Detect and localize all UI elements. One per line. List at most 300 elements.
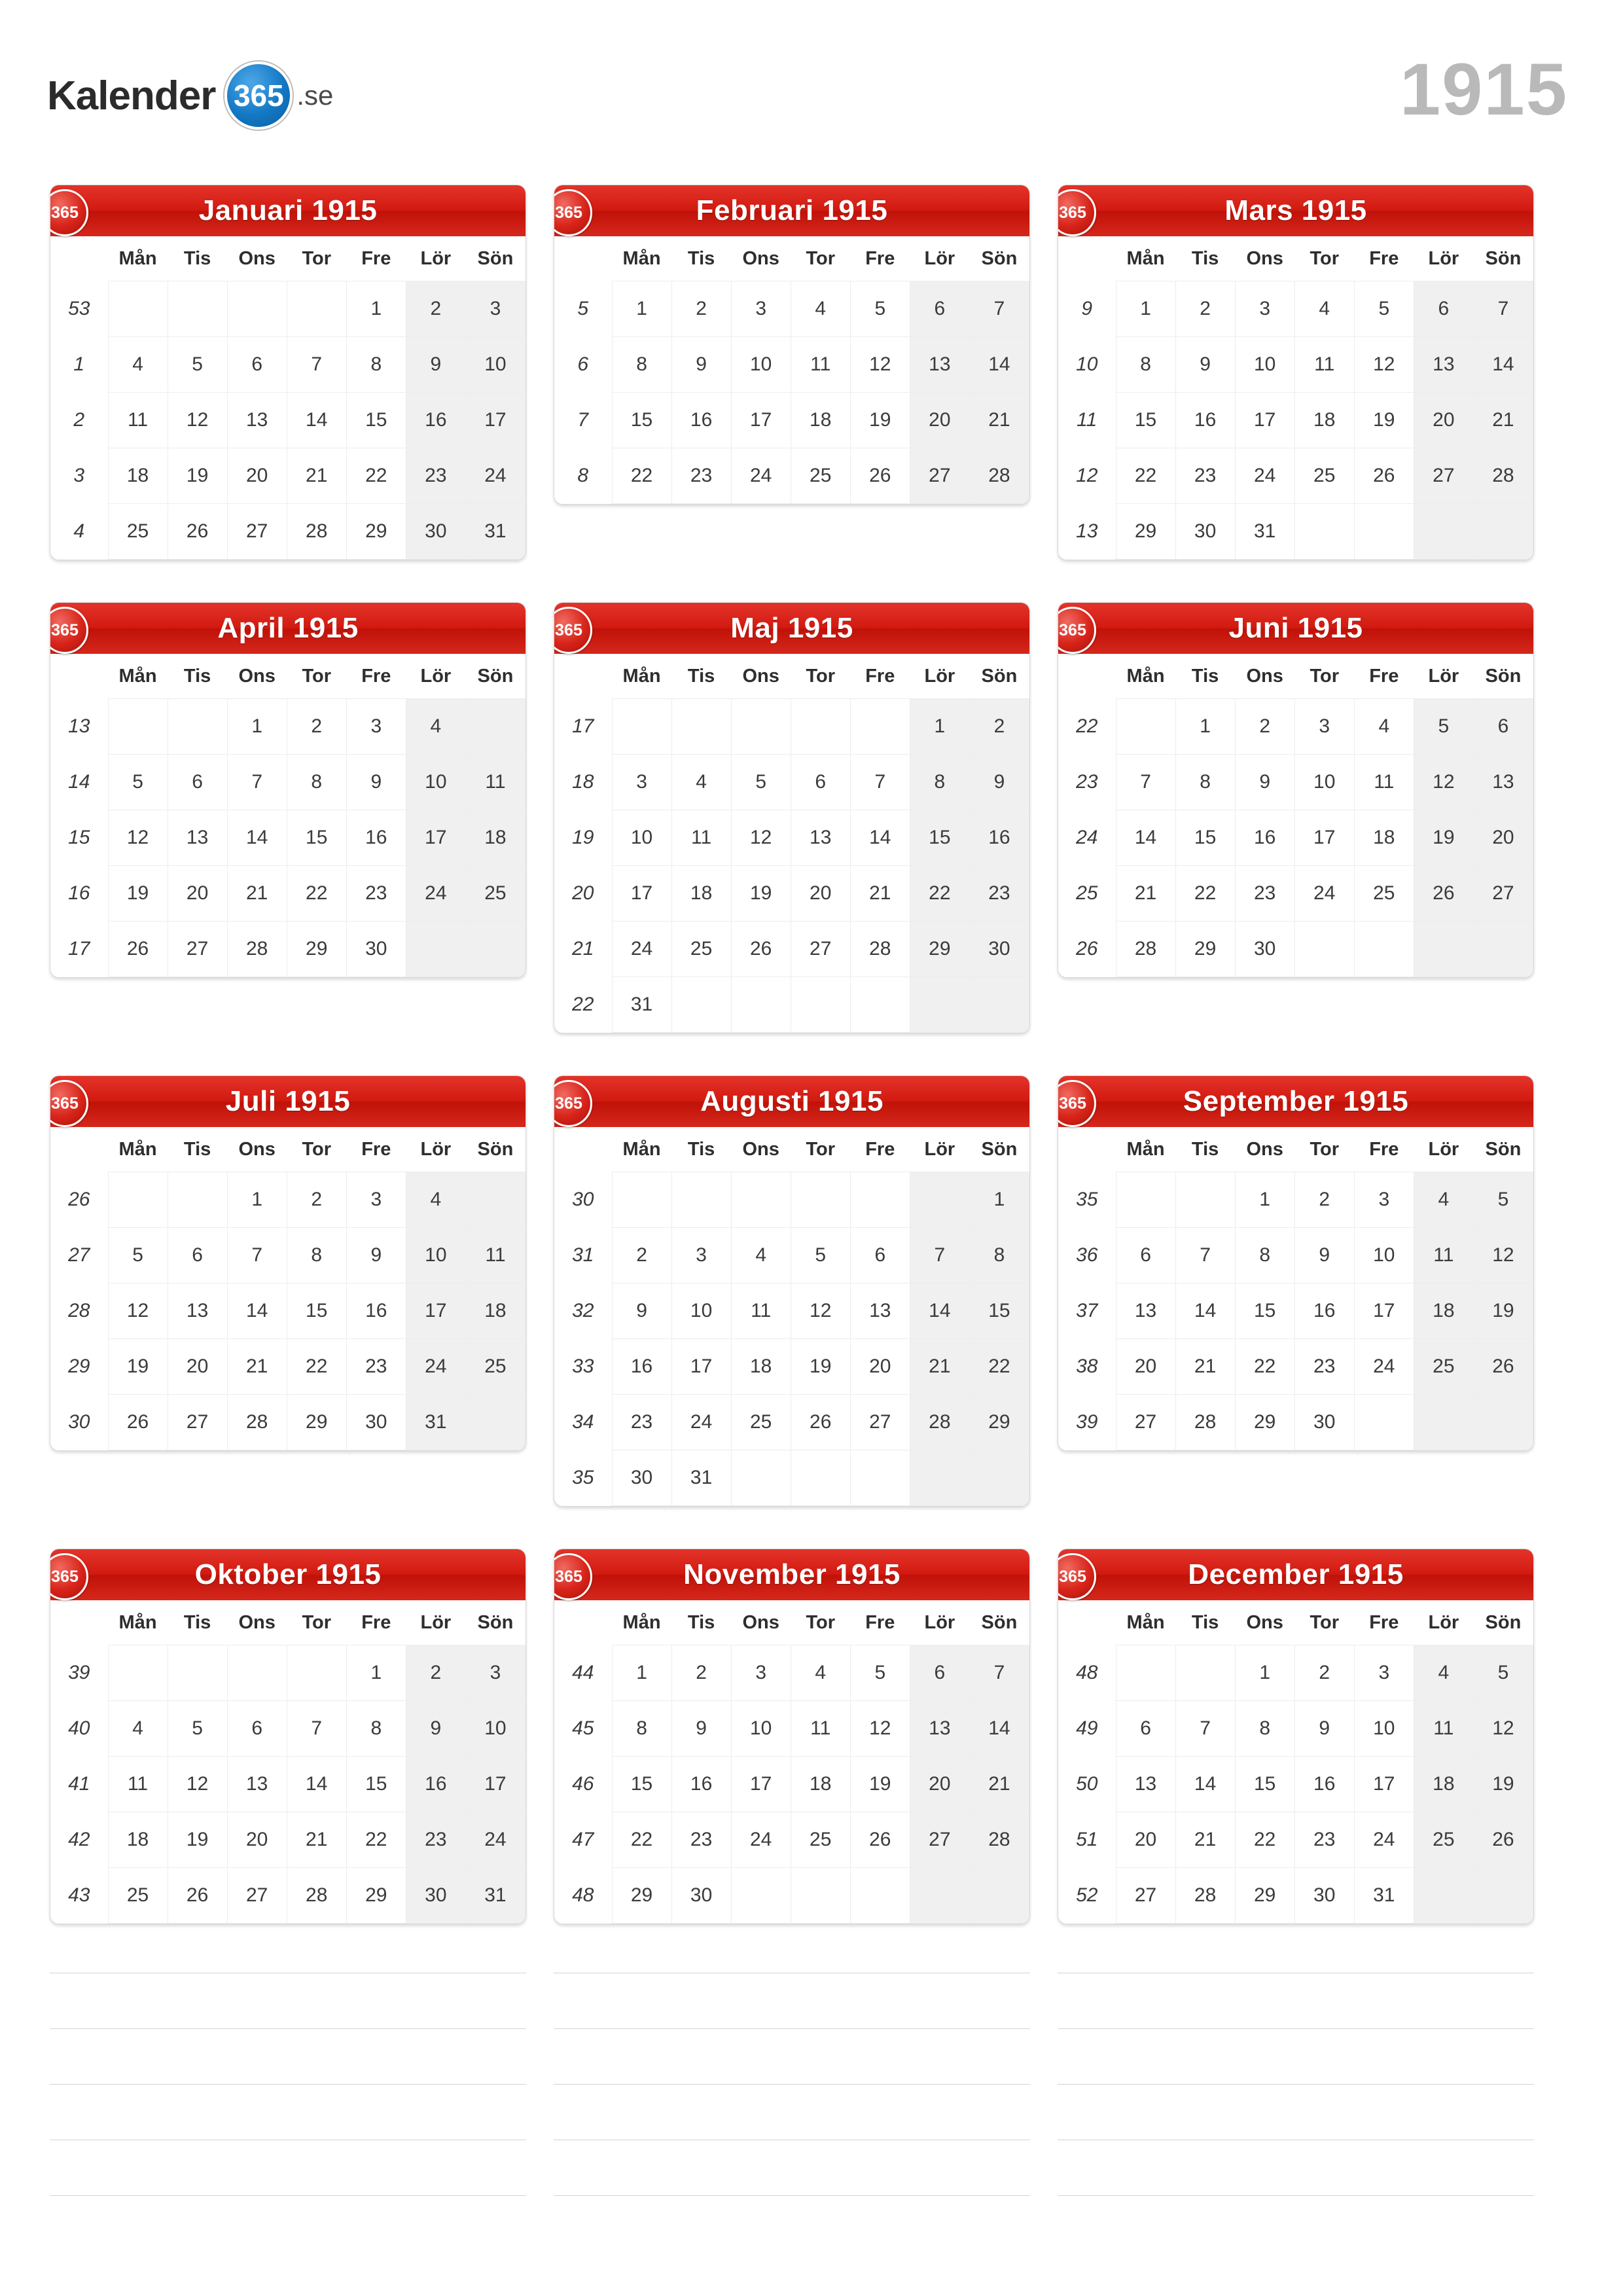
- day-cell[interactable]: 22: [1175, 866, 1235, 922]
- day-cell[interactable]: 10: [1294, 755, 1354, 810]
- day-cell[interactable]: 22: [969, 1339, 1029, 1395]
- day-cell[interactable]: 17: [406, 1283, 465, 1339]
- day-cell[interactable]: 19: [108, 866, 168, 922]
- day-cell[interactable]: 9: [671, 1701, 731, 1757]
- day-cell[interactable]: 23: [406, 1812, 465, 1868]
- day-cell[interactable]: 23: [346, 1339, 406, 1395]
- day-cell[interactable]: 23: [1235, 866, 1294, 922]
- day-cell[interactable]: 3: [1235, 281, 1294, 337]
- day-cell[interactable]: 7: [1175, 1228, 1235, 1283]
- day-cell[interactable]: 30: [1294, 1868, 1354, 1924]
- day-cell[interactable]: 19: [168, 1812, 227, 1868]
- day-cell[interactable]: 11: [108, 393, 168, 448]
- day-cell[interactable]: 11: [791, 337, 850, 393]
- day-cell[interactable]: 16: [406, 393, 465, 448]
- day-cell[interactable]: 17: [406, 810, 465, 866]
- day-cell[interactable]: 2: [406, 281, 465, 337]
- day-cell[interactable]: 30: [969, 922, 1029, 977]
- day-cell[interactable]: 3: [731, 1645, 791, 1701]
- day-cell[interactable]: 22: [287, 1339, 346, 1395]
- day-cell[interactable]: 2: [1294, 1645, 1354, 1701]
- day-cell[interactable]: 19: [1473, 1283, 1533, 1339]
- day-cell[interactable]: 12: [108, 1283, 168, 1339]
- day-cell[interactable]: 29: [1175, 922, 1235, 977]
- day-cell[interactable]: 23: [1175, 448, 1235, 504]
- note-line[interactable]: [1058, 2085, 1534, 2140]
- day-cell[interactable]: 18: [1414, 1283, 1473, 1339]
- day-cell[interactable]: 16: [671, 393, 731, 448]
- day-cell[interactable]: 19: [791, 1339, 850, 1395]
- day-cell[interactable]: 18: [108, 448, 168, 504]
- day-cell[interactable]: 18: [465, 1283, 525, 1339]
- day-cell[interactable]: 24: [612, 922, 671, 977]
- day-cell[interactable]: 19: [108, 1339, 168, 1395]
- day-cell[interactable]: 22: [612, 1812, 671, 1868]
- day-cell[interactable]: 3: [1354, 1645, 1414, 1701]
- day-cell[interactable]: 23: [1294, 1339, 1354, 1395]
- day-cell[interactable]: 16: [346, 1283, 406, 1339]
- day-cell[interactable]: 8: [910, 755, 969, 810]
- day-cell[interactable]: 19: [168, 448, 227, 504]
- note-line[interactable]: [554, 2029, 1030, 2085]
- day-cell[interactable]: 6: [1116, 1228, 1175, 1283]
- day-cell[interactable]: 20: [791, 866, 850, 922]
- day-cell[interactable]: 3: [671, 1228, 731, 1283]
- day-cell[interactable]: 9: [671, 337, 731, 393]
- day-cell[interactable]: 11: [465, 755, 525, 810]
- day-cell[interactable]: 22: [612, 448, 671, 504]
- day-cell[interactable]: 20: [850, 1339, 910, 1395]
- day-cell[interactable]: 12: [1473, 1228, 1533, 1283]
- day-cell[interactable]: 23: [612, 1395, 671, 1450]
- day-cell[interactable]: 20: [910, 1757, 969, 1812]
- note-line[interactable]: [1058, 2029, 1534, 2085]
- day-cell[interactable]: 6: [227, 337, 287, 393]
- day-cell[interactable]: 13: [910, 337, 969, 393]
- day-cell[interactable]: 21: [287, 448, 346, 504]
- day-cell[interactable]: 18: [1414, 1757, 1473, 1812]
- day-cell[interactable]: 23: [1294, 1812, 1354, 1868]
- day-cell[interactable]: 28: [910, 1395, 969, 1450]
- day-cell[interactable]: 4: [108, 1701, 168, 1757]
- day-cell[interactable]: 9: [612, 1283, 671, 1339]
- day-cell[interactable]: 3: [612, 755, 671, 810]
- day-cell[interactable]: 10: [1235, 337, 1294, 393]
- day-cell[interactable]: 23: [406, 448, 465, 504]
- day-cell[interactable]: 30: [671, 1868, 731, 1924]
- day-cell[interactable]: 25: [791, 448, 850, 504]
- day-cell[interactable]: 6: [1473, 699, 1533, 755]
- day-cell[interactable]: 1: [346, 1645, 406, 1701]
- day-cell[interactable]: 22: [910, 866, 969, 922]
- day-cell[interactable]: 15: [346, 393, 406, 448]
- day-cell[interactable]: 25: [731, 1395, 791, 1450]
- day-cell[interactable]: 8: [1235, 1701, 1294, 1757]
- day-cell[interactable]: 10: [731, 1701, 791, 1757]
- day-cell[interactable]: 10: [1354, 1228, 1414, 1283]
- day-cell[interactable]: 29: [346, 1868, 406, 1924]
- day-cell[interactable]: 15: [1175, 810, 1235, 866]
- day-cell[interactable]: 14: [1116, 810, 1175, 866]
- day-cell[interactable]: 10: [465, 1701, 525, 1757]
- day-cell[interactable]: 11: [791, 1701, 850, 1757]
- day-cell[interactable]: 13: [791, 810, 850, 866]
- day-cell[interactable]: 19: [1473, 1757, 1533, 1812]
- note-line[interactable]: [50, 1918, 526, 1973]
- day-cell[interactable]: 23: [346, 866, 406, 922]
- day-cell[interactable]: 13: [1116, 1283, 1175, 1339]
- day-cell[interactable]: 26: [850, 1812, 910, 1868]
- day-cell[interactable]: 15: [612, 1757, 671, 1812]
- day-cell[interactable]: 21: [910, 1339, 969, 1395]
- day-cell[interactable]: 25: [465, 1339, 525, 1395]
- day-cell[interactable]: 27: [1473, 866, 1533, 922]
- day-cell[interactable]: 28: [227, 1395, 287, 1450]
- day-cell[interactable]: 28: [1175, 1868, 1235, 1924]
- day-cell[interactable]: 25: [108, 1868, 168, 1924]
- note-line[interactable]: [50, 2085, 526, 2140]
- day-cell[interactable]: 29: [1235, 1395, 1294, 1450]
- day-cell[interactable]: 1: [1235, 1172, 1294, 1228]
- day-cell[interactable]: 7: [850, 755, 910, 810]
- day-cell[interactable]: 17: [612, 866, 671, 922]
- day-cell[interactable]: 26: [168, 1868, 227, 1924]
- note-line[interactable]: [50, 2140, 526, 2196]
- day-cell[interactable]: 30: [1175, 504, 1235, 560]
- day-cell[interactable]: 18: [791, 1757, 850, 1812]
- day-cell[interactable]: 8: [287, 755, 346, 810]
- day-cell[interactable]: 2: [1235, 699, 1294, 755]
- day-cell[interactable]: 12: [1414, 755, 1473, 810]
- day-cell[interactable]: 12: [1354, 337, 1414, 393]
- day-cell[interactable]: 7: [1175, 1701, 1235, 1757]
- day-cell[interactable]: 24: [1354, 1812, 1414, 1868]
- day-cell[interactable]: 16: [406, 1757, 465, 1812]
- day-cell[interactable]: 24: [731, 1812, 791, 1868]
- day-cell[interactable]: 15: [612, 393, 671, 448]
- day-cell[interactable]: 30: [1294, 1395, 1354, 1450]
- day-cell[interactable]: 10: [671, 1283, 731, 1339]
- day-cell[interactable]: 17: [1294, 810, 1354, 866]
- day-cell[interactable]: 11: [465, 1228, 525, 1283]
- day-cell[interactable]: 24: [406, 1339, 465, 1395]
- day-cell[interactable]: 21: [227, 1339, 287, 1395]
- day-cell[interactable]: 21: [969, 393, 1029, 448]
- day-cell[interactable]: 21: [850, 866, 910, 922]
- day-cell[interactable]: 30: [346, 1395, 406, 1450]
- day-cell[interactable]: 29: [910, 922, 969, 977]
- day-cell[interactable]: 30: [612, 1450, 671, 1506]
- day-cell[interactable]: 14: [969, 1701, 1029, 1757]
- day-cell[interactable]: 17: [1354, 1757, 1414, 1812]
- day-cell[interactable]: 6: [227, 1701, 287, 1757]
- day-cell[interactable]: 30: [406, 1868, 465, 1924]
- day-cell[interactable]: 7: [287, 337, 346, 393]
- day-cell[interactable]: 31: [406, 1395, 465, 1450]
- day-cell[interactable]: 29: [287, 922, 346, 977]
- day-cell[interactable]: 26: [108, 922, 168, 977]
- day-cell[interactable]: 21: [1175, 1339, 1235, 1395]
- day-cell[interactable]: 24: [731, 448, 791, 504]
- day-cell[interactable]: 21: [1473, 393, 1533, 448]
- day-cell[interactable]: 27: [1116, 1868, 1175, 1924]
- day-cell[interactable]: 23: [671, 448, 731, 504]
- day-cell[interactable]: 2: [287, 699, 346, 755]
- day-cell[interactable]: 3: [346, 699, 406, 755]
- day-cell[interactable]: 16: [1235, 810, 1294, 866]
- day-cell[interactable]: 6: [910, 281, 969, 337]
- day-cell[interactable]: 27: [227, 504, 287, 560]
- day-cell[interactable]: 15: [1235, 1757, 1294, 1812]
- day-cell[interactable]: 24: [1294, 866, 1354, 922]
- day-cell[interactable]: 14: [287, 1757, 346, 1812]
- day-cell[interactable]: 23: [969, 866, 1029, 922]
- day-cell[interactable]: 13: [168, 810, 227, 866]
- day-cell[interactable]: 8: [1235, 1228, 1294, 1283]
- day-cell[interactable]: 12: [1473, 1701, 1533, 1757]
- day-cell[interactable]: 12: [168, 393, 227, 448]
- day-cell[interactable]: 16: [346, 810, 406, 866]
- day-cell[interactable]: 26: [731, 922, 791, 977]
- day-cell[interactable]: 26: [1473, 1339, 1533, 1395]
- day-cell[interactable]: 27: [1414, 448, 1473, 504]
- day-cell[interactable]: 16: [1175, 393, 1235, 448]
- day-cell[interactable]: 9: [1294, 1228, 1354, 1283]
- day-cell[interactable]: 17: [731, 393, 791, 448]
- day-cell[interactable]: 12: [731, 810, 791, 866]
- day-cell[interactable]: 8: [969, 1228, 1029, 1283]
- day-cell[interactable]: 17: [465, 1757, 525, 1812]
- day-cell[interactable]: 15: [1116, 393, 1175, 448]
- day-cell[interactable]: 1: [910, 699, 969, 755]
- day-cell[interactable]: 6: [168, 1228, 227, 1283]
- day-cell[interactable]: 17: [671, 1339, 731, 1395]
- day-cell[interactable]: 5: [791, 1228, 850, 1283]
- day-cell[interactable]: 29: [1116, 504, 1175, 560]
- day-cell[interactable]: 10: [406, 755, 465, 810]
- day-cell[interactable]: 13: [850, 1283, 910, 1339]
- day-cell[interactable]: 1: [227, 699, 287, 755]
- day-cell[interactable]: 13: [1473, 755, 1533, 810]
- day-cell[interactable]: 5: [108, 755, 168, 810]
- day-cell[interactable]: 22: [1116, 448, 1175, 504]
- day-cell[interactable]: 9: [406, 1701, 465, 1757]
- day-cell[interactable]: 30: [1235, 922, 1294, 977]
- day-cell[interactable]: 20: [227, 1812, 287, 1868]
- day-cell[interactable]: 20: [1414, 393, 1473, 448]
- day-cell[interactable]: 29: [287, 1395, 346, 1450]
- day-cell[interactable]: 14: [910, 1283, 969, 1339]
- day-cell[interactable]: 2: [671, 281, 731, 337]
- day-cell[interactable]: 6: [1414, 281, 1473, 337]
- day-cell[interactable]: 27: [910, 448, 969, 504]
- day-cell[interactable]: 27: [850, 1395, 910, 1450]
- day-cell[interactable]: 17: [465, 393, 525, 448]
- day-cell[interactable]: 19: [731, 866, 791, 922]
- day-cell[interactable]: 5: [1473, 1172, 1533, 1228]
- day-cell[interactable]: 15: [1235, 1283, 1294, 1339]
- day-cell[interactable]: 31: [671, 1450, 731, 1506]
- day-cell[interactable]: 13: [227, 393, 287, 448]
- day-cell[interactable]: 8: [612, 1701, 671, 1757]
- day-cell[interactable]: 8: [287, 1228, 346, 1283]
- day-cell[interactable]: 25: [1354, 866, 1414, 922]
- day-cell[interactable]: 1: [612, 1645, 671, 1701]
- day-cell[interactable]: 22: [1235, 1339, 1294, 1395]
- day-cell[interactable]: 11: [1414, 1228, 1473, 1283]
- day-cell[interactable]: 4: [791, 1645, 850, 1701]
- day-cell[interactable]: 20: [168, 1339, 227, 1395]
- day-cell[interactable]: 27: [1116, 1395, 1175, 1450]
- day-cell[interactable]: 26: [1473, 1812, 1533, 1868]
- day-cell[interactable]: 30: [346, 922, 406, 977]
- day-cell[interactable]: 3: [346, 1172, 406, 1228]
- day-cell[interactable]: 27: [168, 922, 227, 977]
- day-cell[interactable]: 22: [1235, 1812, 1294, 1868]
- day-cell[interactable]: 3: [465, 281, 525, 337]
- day-cell[interactable]: 14: [850, 810, 910, 866]
- day-cell[interactable]: 11: [1294, 337, 1354, 393]
- note-line[interactable]: [554, 1973, 1030, 2029]
- day-cell[interactable]: 26: [1354, 448, 1414, 504]
- day-cell[interactable]: 2: [969, 699, 1029, 755]
- day-cell[interactable]: 20: [1116, 1812, 1175, 1868]
- day-cell[interactable]: 23: [671, 1812, 731, 1868]
- day-cell[interactable]: 18: [1354, 810, 1414, 866]
- day-cell[interactable]: 8: [1116, 337, 1175, 393]
- day-cell[interactable]: 1: [612, 281, 671, 337]
- day-cell[interactable]: 4: [406, 1172, 465, 1228]
- day-cell[interactable]: 26: [108, 1395, 168, 1450]
- day-cell[interactable]: 12: [168, 1757, 227, 1812]
- day-cell[interactable]: 9: [1294, 1701, 1354, 1757]
- day-cell[interactable]: 5: [850, 281, 910, 337]
- day-cell[interactable]: 28: [287, 1868, 346, 1924]
- day-cell[interactable]: 14: [227, 1283, 287, 1339]
- day-cell[interactable]: 9: [969, 755, 1029, 810]
- day-cell[interactable]: 10: [612, 810, 671, 866]
- day-cell[interactable]: 9: [1235, 755, 1294, 810]
- day-cell[interactable]: 22: [346, 1812, 406, 1868]
- day-cell[interactable]: 2: [612, 1228, 671, 1283]
- day-cell[interactable]: 14: [1473, 337, 1533, 393]
- day-cell[interactable]: 18: [108, 1812, 168, 1868]
- day-cell[interactable]: 27: [910, 1812, 969, 1868]
- day-cell[interactable]: 21: [287, 1812, 346, 1868]
- day-cell[interactable]: 4: [1354, 699, 1414, 755]
- day-cell[interactable]: 13: [168, 1283, 227, 1339]
- day-cell[interactable]: 12: [850, 337, 910, 393]
- day-cell[interactable]: 31: [465, 504, 525, 560]
- day-cell[interactable]: 5: [168, 337, 227, 393]
- day-cell[interactable]: 3: [1294, 699, 1354, 755]
- day-cell[interactable]: 28: [1116, 922, 1175, 977]
- day-cell[interactable]: 1: [1175, 699, 1235, 755]
- day-cell[interactable]: 12: [108, 810, 168, 866]
- day-cell[interactable]: 9: [346, 755, 406, 810]
- day-cell[interactable]: 25: [108, 504, 168, 560]
- day-cell[interactable]: 21: [1175, 1812, 1235, 1868]
- note-line[interactable]: [554, 2085, 1030, 2140]
- day-cell[interactable]: 5: [108, 1228, 168, 1283]
- day-cell[interactable]: 26: [791, 1395, 850, 1450]
- day-cell[interactable]: 12: [850, 1701, 910, 1757]
- day-cell[interactable]: 28: [969, 448, 1029, 504]
- day-cell[interactable]: 2: [406, 1645, 465, 1701]
- day-cell[interactable]: 9: [1175, 337, 1235, 393]
- day-cell[interactable]: 18: [731, 1339, 791, 1395]
- day-cell[interactable]: 1: [969, 1172, 1029, 1228]
- day-cell[interactable]: 22: [287, 866, 346, 922]
- day-cell[interactable]: 8: [612, 337, 671, 393]
- day-cell[interactable]: 19: [1414, 810, 1473, 866]
- day-cell[interactable]: 16: [612, 1339, 671, 1395]
- day-cell[interactable]: 2: [287, 1172, 346, 1228]
- day-cell[interactable]: 4: [108, 337, 168, 393]
- day-cell[interactable]: 4: [1294, 281, 1354, 337]
- day-cell[interactable]: 28: [850, 922, 910, 977]
- day-cell[interactable]: 10: [465, 337, 525, 393]
- day-cell[interactable]: 15: [910, 810, 969, 866]
- day-cell[interactable]: 13: [1116, 1757, 1175, 1812]
- day-cell[interactable]: 14: [1175, 1757, 1235, 1812]
- day-cell[interactable]: 13: [910, 1701, 969, 1757]
- day-cell[interactable]: 10: [731, 337, 791, 393]
- day-cell[interactable]: 11: [1354, 755, 1414, 810]
- day-cell[interactable]: 20: [1116, 1339, 1175, 1395]
- note-line[interactable]: [554, 1918, 1030, 1973]
- day-cell[interactable]: 15: [346, 1757, 406, 1812]
- day-cell[interactable]: 16: [671, 1757, 731, 1812]
- day-cell[interactable]: 7: [227, 1228, 287, 1283]
- day-cell[interactable]: 6: [910, 1645, 969, 1701]
- day-cell[interactable]: 16: [969, 810, 1029, 866]
- day-cell[interactable]: 27: [168, 1395, 227, 1450]
- day-cell[interactable]: 27: [791, 922, 850, 977]
- day-cell[interactable]: 28: [1473, 448, 1533, 504]
- day-cell[interactable]: 25: [465, 866, 525, 922]
- day-cell[interactable]: 1: [1116, 281, 1175, 337]
- day-cell[interactable]: 3: [1354, 1172, 1414, 1228]
- day-cell[interactable]: 24: [1354, 1339, 1414, 1395]
- day-cell[interactable]: 14: [1175, 1283, 1235, 1339]
- day-cell[interactable]: 29: [612, 1868, 671, 1924]
- day-cell[interactable]: 25: [1294, 448, 1354, 504]
- day-cell[interactable]: 12: [791, 1283, 850, 1339]
- day-cell[interactable]: 21: [227, 866, 287, 922]
- day-cell[interactable]: 7: [969, 1645, 1029, 1701]
- day-cell[interactable]: 9: [406, 337, 465, 393]
- day-cell[interactable]: 26: [1414, 866, 1473, 922]
- day-cell[interactable]: 24: [671, 1395, 731, 1450]
- day-cell[interactable]: 25: [1414, 1812, 1473, 1868]
- day-cell[interactable]: 9: [346, 1228, 406, 1283]
- day-cell[interactable]: 24: [1235, 448, 1294, 504]
- day-cell[interactable]: 6: [850, 1228, 910, 1283]
- day-cell[interactable]: 5: [1354, 281, 1414, 337]
- day-cell[interactable]: 25: [671, 922, 731, 977]
- day-cell[interactable]: 20: [1473, 810, 1533, 866]
- note-line[interactable]: [50, 1973, 526, 2029]
- day-cell[interactable]: 17: [1235, 393, 1294, 448]
- note-line[interactable]: [1058, 1973, 1534, 2029]
- day-cell[interactable]: 4: [1414, 1645, 1473, 1701]
- day-cell[interactable]: 24: [465, 448, 525, 504]
- day-cell[interactable]: 17: [731, 1757, 791, 1812]
- day-cell[interactable]: 21: [969, 1757, 1029, 1812]
- day-cell[interactable]: 11: [108, 1757, 168, 1812]
- day-cell[interactable]: 4: [1414, 1172, 1473, 1228]
